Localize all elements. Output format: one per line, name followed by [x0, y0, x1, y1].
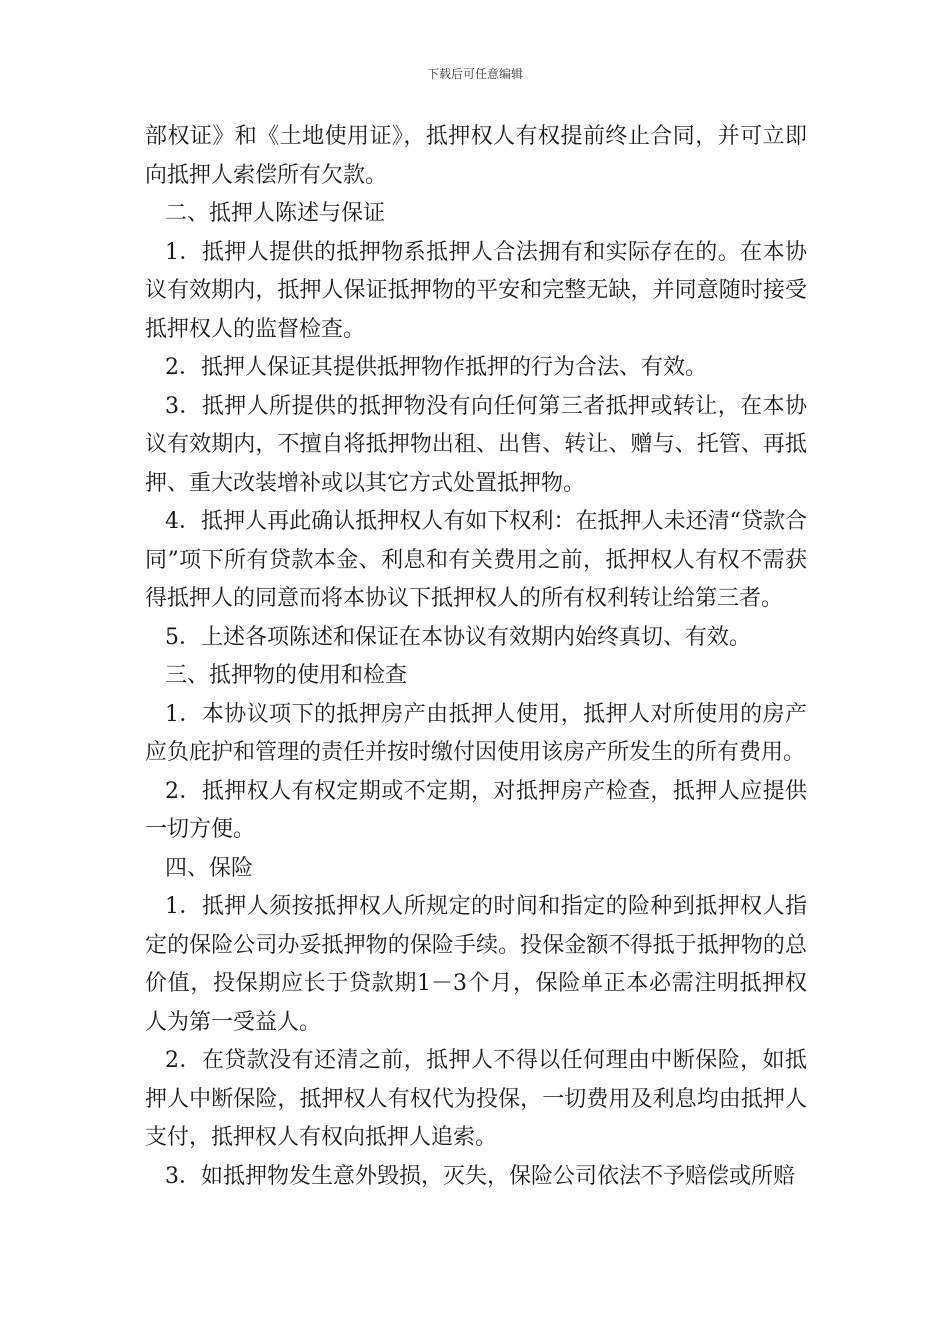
paragraph: 2．抵押权人有权定期或不定期，对抵押房产检查，抵押人应提供一切方便。 [145, 778, 807, 842]
paragraph: 部权证》和《土地使用证》，抵押权人有权提前终止合同，并可立即向抵押人索偿所有欠款。 [145, 124, 807, 188]
paragraph: 5．上述各项陈述和保证在本协议有效期内始终真切、有效。 [165, 624, 751, 650]
paragraph: 1．抵押人提供的抵押物系抵押人合法拥有和实际存在的。在本协议有效期内，抵押人保证抵押物的平安和完整无缺，并同意随时接受抵押权人的监督检查。 [145, 239, 807, 342]
page-header: 下载后可任意编辑 [426, 67, 523, 81]
section-heading: 四、保险 [165, 855, 254, 881]
document-body [145, 118, 807, 1196]
paragraph: 2．在贷款没有还清之前，抵押人不得以任何理由中断保险，如抵押人中断保险，抵押权人有权代为投保，一切费用及利息均由抵押人支付，抵押权人有权向抵押人追索。 [145, 1048, 807, 1150]
paragraph: 3．抵押人所提供的抵押物没有向任何第三者抵押或转让，在本协议有效期内，不擅自将抵押物出租、出售、转让、赠与、托管、再抵押、重大改装增补或以其它方式处置抵押物。 [145, 393, 807, 496]
section-heading: 三、抵押物的使用和检查 [165, 663, 408, 688]
section-heading: 二、抵押人陈述与保证 [165, 201, 386, 226]
paragraph: 4．抵押人再此确认抵押权人有如下权利：在抵押人未还清“贷款合同”项下所有贷款本金、利息和有关费用之前，抵押权人有权不需获得抵押人的同意而将本协议下抵押权人的所有权利转让给第三者。 [145, 509, 807, 611]
paragraph: 1．本协议项下的抵押房产由抵押人使用，抵押人对所使用的房产应负庇护和管理的责任并按时缴付因使用该房产所发生的所有费用。 [145, 701, 807, 765]
paragraph: 1．抵押人须按抵押权人所规定的时间和指定的险种到抵押权人指定的保险公司办妥抵押物的保险手续。投保金额不得抵于抵押物的总价值，投保期应长于贷款期1－3个月，保险单正本必需注明抵押权人为第一受益人。 [145, 894, 807, 1035]
paragraph: 2．抵押人保证其提供抵押物作抵押的行为合法、有效。 [165, 355, 707, 380]
paragraph: 3．如抵押物发生意外毁损，灭失，保险公司依法不予赔偿或所赔 [165, 1163, 795, 1189]
